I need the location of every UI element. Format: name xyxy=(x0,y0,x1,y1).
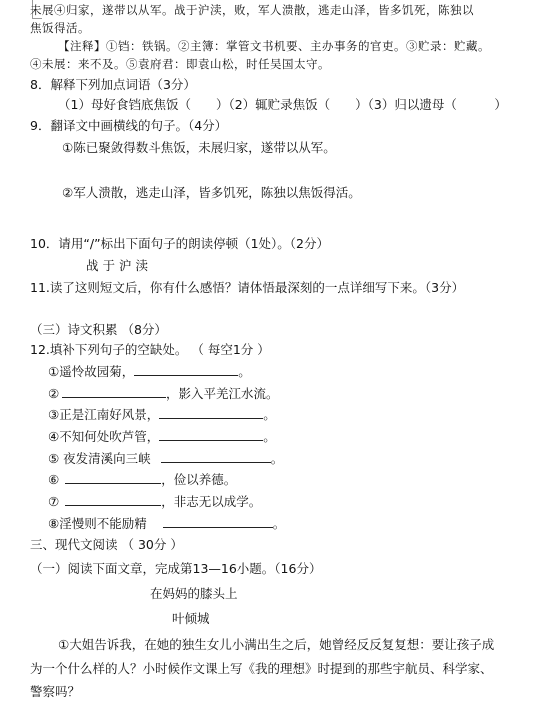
article-title: 在妈妈的膝头上 xyxy=(150,586,238,601)
answer-blank[interactable] xyxy=(159,406,263,419)
question-10-heading: 10．请用“/”标出下面句子的朗读停顿（1处）。（2分） xyxy=(30,236,329,251)
fill-item-6 xyxy=(48,471,236,488)
fill-item-4 xyxy=(48,428,276,445)
fill-item-2 xyxy=(48,385,279,402)
annotation-line: ④未展：来不及。⑤袁府君：即袁山松，时任吴国太守。 xyxy=(30,57,330,71)
question-8-items: （1）母好食铛底焦饭（ ）（2）辄贮录焦饭（ ）（3）归以遗母（ ） xyxy=(58,97,507,112)
text-line: 焦饭得活。 xyxy=(30,21,90,35)
fill-item-text: 。 xyxy=(263,407,276,422)
paragraph-line: 警察吗？ xyxy=(30,684,81,699)
fill-item-7 xyxy=(48,493,261,510)
fill-item-3 xyxy=(48,406,276,423)
answer-blank[interactable] xyxy=(159,428,263,441)
annotation-line: 【注释】①铛：铁锅。②主簿：掌管文书机要、主办事务的官吏。③贮录：贮藏。 xyxy=(58,39,490,53)
fill-item-text: ，影入平羌江水流。 xyxy=(166,386,279,401)
modern-reading-heading: 三、现代文阅读 （ 30分 ） xyxy=(30,537,183,552)
fill-item-text: ④不知何处吹芦管， xyxy=(48,429,160,444)
question-11-heading: 11.读了这则短文后，你有什么感悟？请体悟最深刻的一点详细写下来。（3分） xyxy=(30,280,465,295)
fill-item-text: ⑥ xyxy=(48,472,60,487)
section-3-heading: （三）诗文积累 （8分） xyxy=(30,322,167,337)
fill-item-text: ⑦ xyxy=(48,494,60,509)
fill-item-text: ，俭以养德。 xyxy=(161,472,237,487)
fill-item-8 xyxy=(48,515,285,532)
fill-item-text: ⑧淫慢则不能励精 xyxy=(48,516,147,531)
answer-blank[interactable] xyxy=(134,363,238,376)
fill-item-5 xyxy=(48,450,283,467)
question-9-sentence-1: ①陈已聚敛得数斗焦饭，未展归家，遂带以从军。 xyxy=(62,140,336,155)
fill-item-text: 。 xyxy=(263,429,276,444)
item-number-mark: ② xyxy=(48,386,60,401)
answer-blank[interactable] xyxy=(65,493,161,506)
fill-item-text: ⑤ 夜发清溪向三峡 xyxy=(48,451,151,466)
fill-item-1 xyxy=(48,363,251,380)
article-author: 叶倾城 xyxy=(172,611,210,626)
answer-blank[interactable] xyxy=(161,450,271,463)
paragraph-line: ①大姐告诉我，在她的独生女儿小满出生之后，她曾经反反复复想：要让孩子成 xyxy=(58,637,495,652)
question-9-sentence-2: ②军人溃散，逃走山泽，皆多饥死，陈独以焦饭得活。 xyxy=(62,185,361,200)
paragraph-line: 为一个什么样的人？小时候作文课上写《我的理想》时提到的那些宇航员、科学家、 xyxy=(30,661,493,676)
question-9-heading: 9．翻译文中画横线的句子。（4分） xyxy=(30,118,228,133)
reading-subsection-heading: （一）阅读下面文章，完成第13—16小题。（16分） xyxy=(30,561,322,576)
fill-item-text: 。 xyxy=(238,364,251,379)
fill-item-text: ，非志无以成学。 xyxy=(161,494,262,509)
answer-blank[interactable] xyxy=(163,515,273,528)
fill-item-text: 。 xyxy=(272,516,286,531)
answer-blank[interactable] xyxy=(65,471,161,484)
question-8-heading: 8．解释下列加点词语（3分） xyxy=(30,77,196,92)
question-10-sentence: 战 于 沪 渎 xyxy=(86,258,148,273)
fill-item-text: 。 xyxy=(270,451,284,466)
fill-item-text: ①遥怜故园菊， xyxy=(48,364,135,379)
text-line: 未展④归家，遂带以从军。战于沪渎，败，军人溃散，逃走山泽，皆多饥死，陈独以 xyxy=(30,3,474,17)
answer-blank[interactable] xyxy=(62,385,166,398)
fill-item-text: ③正是江南好风景， xyxy=(48,407,160,422)
question-12-heading: 12.填补下列句子的空缺处。 （ 每空1分 ） xyxy=(30,342,270,357)
